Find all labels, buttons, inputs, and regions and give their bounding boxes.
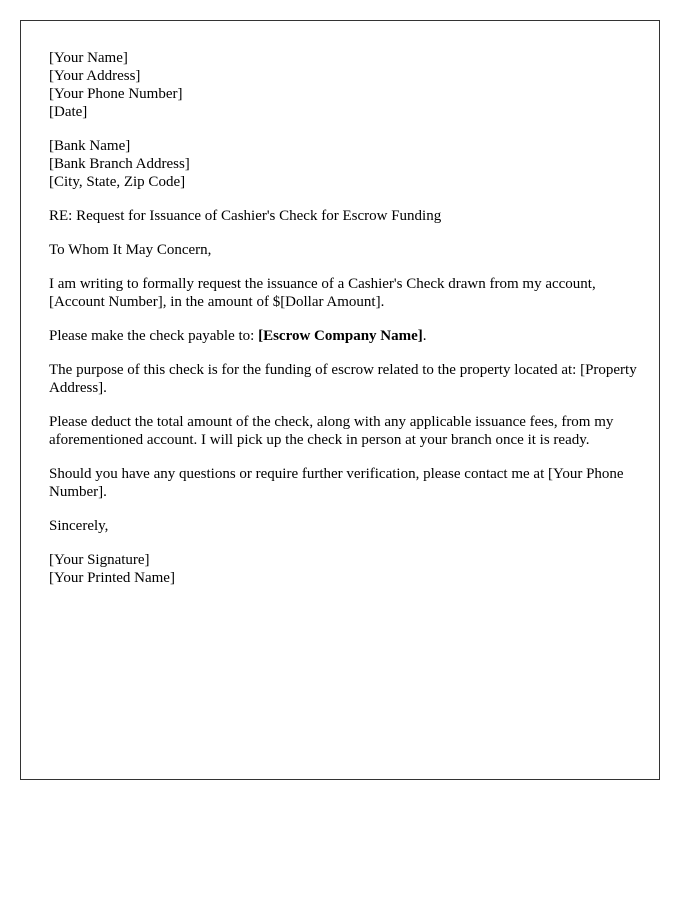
letter-page xyxy=(20,20,660,780)
purpose-paragraph: The purpose of this check is for the funding of escrow related to the property located at: [Property Address]. xyxy=(49,362,637,396)
salutation: To Whom It May Concern, xyxy=(49,242,212,258)
signature-block xyxy=(49,551,639,587)
sender-block xyxy=(49,49,639,121)
letter-date: [Date] xyxy=(49,104,88,120)
letter-body xyxy=(49,49,639,587)
recipient-block xyxy=(49,137,639,191)
sender-phone: [Your Phone Number] xyxy=(49,86,183,102)
request-paragraph: I am writing to formally request the issuance of a Cashier's Check drawn from my account, [Account Number], in the amount of $[Dollar Amount]. xyxy=(49,276,596,310)
printed-name: [Your Printed Name] xyxy=(49,570,175,586)
recipient-bank-name: [Bank Name] xyxy=(49,138,131,154)
subject-line: RE: Request for Issuance of Cashier's Check for Escrow Funding xyxy=(49,208,442,224)
recipient-branch-address: [Bank Branch Address] xyxy=(49,156,190,172)
recipient-city-state-zip: [City, State, Zip Code] xyxy=(49,174,186,190)
sender-address: [Your Address] xyxy=(49,68,141,84)
contact-paragraph: Should you have any questions or require further verification, please contact me at [Your Phone Number]. xyxy=(49,466,624,500)
payable-paragraph xyxy=(49,327,639,345)
payable-prefix: Please make the check payable to: xyxy=(49,328,259,344)
sender-name: [Your Name] xyxy=(49,50,128,66)
deduction-paragraph: Please deduct the total amount of the check, along with any applicable issuance fees, from my aforementioned account. I will pick up the check in person at your branch once it is ready. xyxy=(49,414,614,448)
closing: Sincerely, xyxy=(49,518,109,534)
payable-name: [Escrow Company Name] xyxy=(258,328,423,344)
signature-line: [Your Signature] xyxy=(49,552,150,568)
payable-suffix: . xyxy=(422,328,427,344)
